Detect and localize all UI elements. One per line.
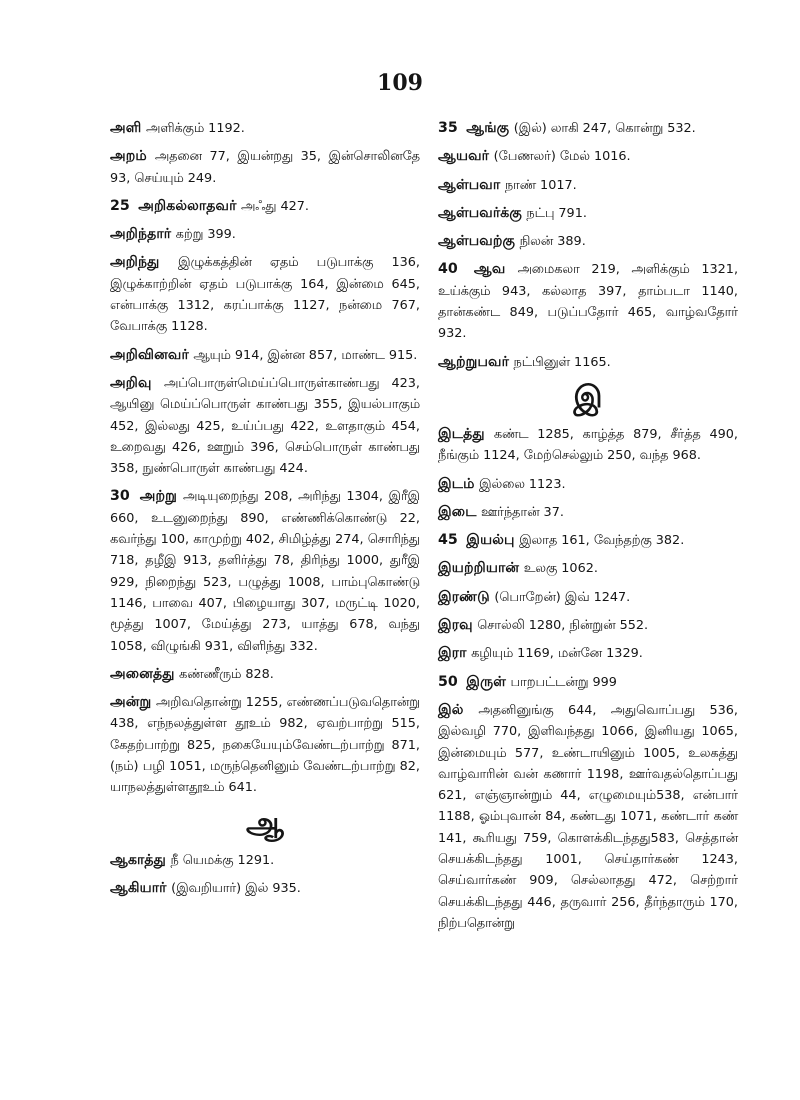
entry-headword: அறிகல்லாதவர் — [138, 197, 237, 214]
entry-headword: அளி — [110, 120, 142, 136]
entry-headword: அறிந்தார் — [110, 226, 172, 243]
entry-aram — [110, 146, 420, 189]
entry-text: அப்பொருள்மெய்ப்பொருள்காண்பது 423, ஆயினு மெய்ப்பொருள் காண்பது 355, இயல்பாகும் 452, இல்லது 425, உய்ப்பது 422, உளதாகும் 454, உறைவது 426, ஊறும் 396, செம்பொருள் காண்பது 358, நுண்பொருள் காண்பது 424. — [110, 375, 420, 477]
entry-text: கழியும் 1169, மன்னே 1329. — [471, 646, 643, 662]
entry-headword: ஆகியார் — [110, 879, 167, 896]
entry-text: (இவறியார்) இல் 935. — [171, 880, 301, 896]
entry-arikallathavar — [110, 196, 420, 217]
entry-headword: இருள் — [466, 673, 507, 690]
entry-text: நட்பு 791. — [526, 205, 587, 221]
entry-idam — [438, 474, 738, 495]
entry-iravu — [438, 615, 738, 636]
entry-text: இல்லை 1123. — [479, 476, 566, 492]
entry-arinthar — [110, 224, 420, 245]
entry-ali — [110, 118, 420, 139]
entry-headword: அறம் — [110, 148, 147, 165]
entry-text: உலகு 1062. — [523, 561, 598, 577]
entry-aava — [438, 259, 738, 344]
entry-headword: அனைத்து — [110, 665, 175, 682]
entry-text: நாண் 1017. — [504, 177, 577, 193]
entry-headword: இடத்து — [438, 425, 485, 442]
entry-arivu — [110, 373, 420, 479]
entry-text: இலாத 161, வேந்தற்கு 382. — [519, 533, 685, 549]
entry-text: நட்பினுள் 1165. — [513, 354, 611, 370]
entry-headword: இல் — [438, 701, 464, 718]
entry-text: (பொறேன்) இவ் 1247. — [494, 589, 631, 605]
entry-headword: இரவு — [438, 617, 473, 634]
entry-aayavar — [438, 146, 738, 167]
entry-headword: அற்று — [139, 488, 178, 505]
entry-headword: ஆயவர் — [438, 148, 490, 165]
entry-headword: அறிவினவர் — [110, 346, 189, 363]
entry-text: ஆயும் 914, இன்ன 857, மாண்ட 915. — [193, 347, 418, 363]
verse-group-number: 35 — [438, 120, 458, 136]
entry-headword: அறிந்து — [110, 254, 160, 271]
entry-anaithu — [110, 664, 420, 685]
entry-atru — [110, 486, 420, 656]
entry-headword: ஆவ — [473, 261, 506, 278]
entry-irul — [438, 672, 738, 693]
verse-group-number: 25 — [110, 197, 130, 214]
entry-text: கண்ணீரும் 828. — [179, 666, 274, 682]
entry-headword: ஆற்றுபவர் — [438, 353, 510, 370]
left-column — [110, 118, 420, 906]
entry-text: அதனை 77, இயன்றது 35, இன்சொலினதே 93, செய்யும் 249. — [110, 149, 420, 186]
entry-text: பாறபட்டன்று 999 — [510, 674, 617, 690]
entry-headword: இயற்றியான் — [438, 560, 520, 577]
entry-aatrupavar — [438, 352, 738, 373]
entry-headword: அறிவு — [110, 374, 152, 391]
entry-headword: இரண்டு — [438, 588, 490, 605]
entry-irandu — [438, 587, 738, 608]
verse-group-number: 30 — [110, 488, 130, 505]
entry-text: அடியுறைந்து 208, அரிந்து 1304, இரீஇ 660, உடனுறைந்து 890, எண்ணிக்கொண்டு 22, கவர்ந்து 100, காமுற்று 402, சிமிழ்த்து 274, சொரிந்து 718, தழீஇ 913, தளிர்த்து 78, திரிந்து 1000, துரீஇ 929, நிறைந்து 523, பழுத்து 1008, பாம்புகொண்டு 1146, பாவை 407, பிழையாது 307, மருட்டி 1020, மூத்து 1007, மேய்த்து 273, யாத்து 678, வந்து 1058, விழுங்கி 931, விளிந்து 332. — [110, 489, 421, 654]
entry-text: ஊர்ந்தான் 37. — [481, 504, 564, 520]
section-letter-heading: ஆ — [246, 805, 284, 841]
right-column — [438, 118, 738, 941]
entry-text: கண்ட 1285, காழ்த்த 879, சீர்த்த 490, நீங்கும் 1124, மேற்செல்லும் 250, வந்த 968. — [438, 426, 738, 464]
entry-headword: அன்று — [110, 694, 152, 711]
entry-iyatriyan — [438, 558, 738, 579]
section-letter-heading: இ — [573, 379, 603, 415]
entry-text: அஃது 427. — [241, 198, 309, 214]
entry-text: நீ யெமக்கு 1291. — [170, 852, 275, 868]
page-number: 109 — [377, 70, 423, 96]
entry-idai — [438, 502, 738, 523]
entry-text: அமைகலா 219, அளிக்கும் 1321, உய்க்கும் 943, கல்லாத 397, தாம்படா 1140, தான்கண்ட 849, படுப்பதோர் 465, வாழ்வதோர் 932. — [438, 262, 739, 342]
entry-text: (இல்) லாகி 247, கொன்று 532. — [513, 121, 696, 136]
entry-iyalpu — [438, 530, 738, 551]
verse-group-number: 45 — [438, 532, 458, 549]
entry-text: சொல்லி 1280, நின்றுன் 552. — [477, 618, 649, 634]
entry-text: அளிக்கும் 1192. — [145, 121, 245, 136]
verse-group-number: 40 — [438, 261, 458, 278]
entry-aangu — [438, 118, 738, 139]
entry-aalpavarkku — [438, 203, 738, 224]
entry-text: கற்று 399. — [175, 227, 236, 243]
entry-text: இழுக்கத்தின் ஏதம் படுபாக்கு 136, இழுக்காற்றின் ஏதம் படுபாக்கு 164, இன்மை 645, என்பாக்கு 1312, கரப்பாக்கு 1127, நன்மை 767, வேபாக்கு 1128. — [110, 255, 420, 335]
entry-anru — [110, 692, 420, 798]
entry-headword: ஆகாத்து — [110, 851, 166, 868]
entry-text: அறிவதொன்று 1255, எண்ணப்படுவதொன்று 438, எந்நலத்துள்ள தூஉம் 982, ஏவற்பாற்று 515, கேதற்பாற்று 825, நகையேயும்வேண்டற்பாற்று 871, (நம்) பழி 1051, மருந்தெனினும் வேண்டற்பாற்று 82, யாநலத்துள்ளதூஉம் 641. — [110, 695, 420, 796]
entry-arinthu — [110, 252, 420, 337]
entry-iraa — [438, 643, 738, 664]
entry-il — [438, 700, 738, 934]
entry-headword: ஆள்பவற்கு — [438, 233, 516, 250]
entry-headword: இடம் — [438, 475, 475, 492]
entry-aakiyar — [110, 878, 420, 899]
entry-text: (பேணலர்) மேல் 1016. — [493, 149, 631, 165]
entry-text: நிலன் 389. — [519, 234, 586, 250]
verse-group-number: 50 — [438, 673, 458, 690]
entry-headword: இடை — [438, 503, 477, 520]
entry-aakathu — [110, 850, 420, 871]
entry-headword: இரா — [438, 645, 467, 662]
entry-headword: இயல்பு — [466, 532, 515, 549]
entry-arivinavar — [110, 345, 420, 366]
entry-headword: ஆள்பவா — [438, 176, 501, 193]
entry-headword: ஆங்கு — [466, 120, 510, 136]
entry-aalpava — [438, 175, 738, 196]
entry-idathu — [438, 424, 738, 467]
entry-headword: ஆள்பவர்க்கு — [438, 204, 522, 221]
entry-text: அதனினுங்கு 644, அதுவொப்பது 536, இல்வழி 770, இளிவந்தது 1066, இனியது 1065, இன்மையும் 577, உண்டாயினும் 1005, உலகத்து வாழ்வாரின் வன் கணார் 1198, ஊர்வதல்தொப்பது 621, எஞ்ஞான்றும் 44, எழுமையும்538, என்பார் 1188, ஓம்புவான் 84, கண்டது 1071, கண்டார் கண் 141, கூரியது 759, கொளக்கிடந்தது583, செத்தான் செயக்கிடந்தது 1001, செய்தார்கண் 1243, செய்வார்கண் 909, செல்லாதது 472, செற்றார் செயக்கிடந்தது 446, தருவார் 256, தீர்ந்தாரும் 170, நிற்பதொன்று — [438, 702, 738, 931]
entry-aalpavarku — [438, 231, 738, 252]
